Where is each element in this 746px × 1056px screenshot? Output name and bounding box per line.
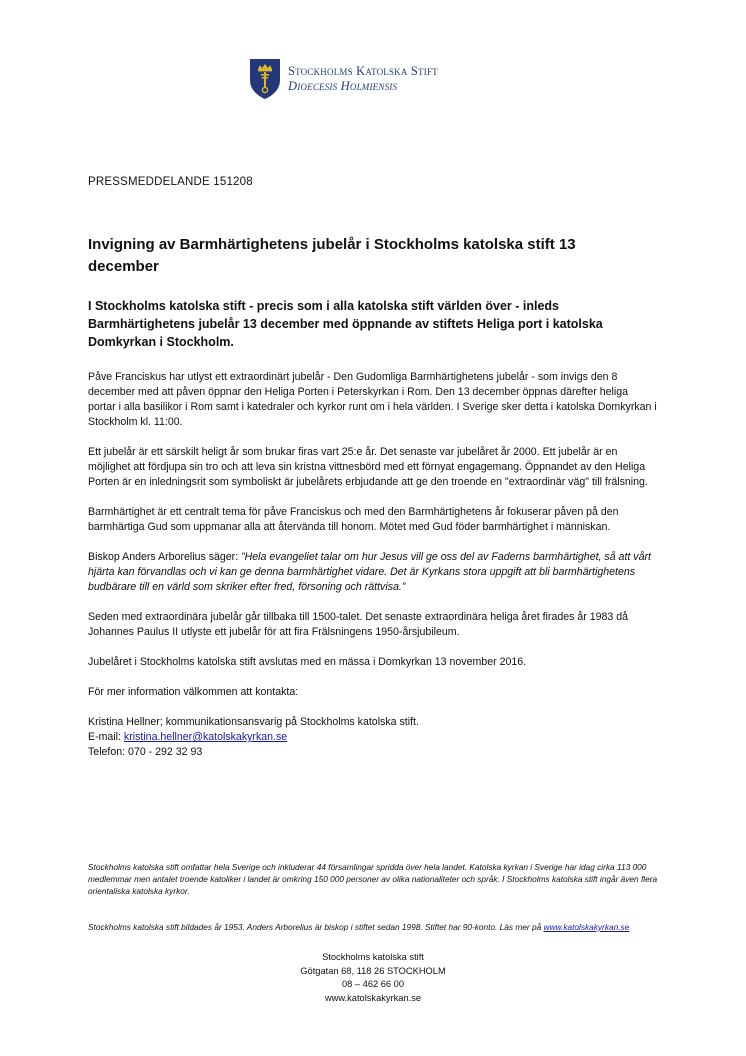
contact-block xyxy=(88,715,658,760)
paragraph-4 xyxy=(88,550,658,595)
paragraph-3: Barmhärtighet är ett centralt tema för påve Franciskus och med den Barmhärtighetens år fokuserar påven på den barmhärtiga Gud som uppmanar alla att återvända till honom. Mötet med Gud föder barmhärtighet i människan. xyxy=(88,506,619,533)
footer-note-2 xyxy=(88,921,658,933)
address-website: www.katolskakyrkan.se xyxy=(324,992,422,1003)
address-block xyxy=(0,951,746,1005)
lead-paragraph: I Stockholms katolska stift - precis som i alla katolska stift världen över - inleds Barmhärtighetens jubelår 13 december med öppnande av stiftets Heliga port i katolska Domkyrkan i Stockholm. xyxy=(88,299,603,349)
org-name: Stockholms Katolska Stift xyxy=(288,64,438,78)
paragraph-5: Seden med extraordinära jubelår går tillbaka till 1500-talet. Det senaste extraordinära heliga året firades år 1983 då Johannes Paulus II utlyste ett jubelår för att fira Frälsningens 1950-årsjubileum. xyxy=(88,611,629,638)
contact-email-link[interactable]: kristina.hellner@katolskakyrkan.se xyxy=(123,731,288,743)
address-street: Götgatan 68, 118 26 STOCKHOLM xyxy=(300,965,446,976)
body-text xyxy=(88,370,658,760)
address-org: Stockholms katolska stift xyxy=(322,952,424,962)
contact-email-label: E-mail: xyxy=(88,731,124,743)
shield-crown-keys-icon xyxy=(249,58,281,100)
paragraph-6: Jubelåret i Stockholms katolska stift avslutas med en mässa i Domkyrkan 13 november 2016. xyxy=(88,656,527,668)
footer-website-link[interactable]: www.katolskakyrkan.se xyxy=(543,922,630,932)
org-latin-name: Dioecesis Holmiensis xyxy=(288,79,398,93)
press-release-id: PRESSMEDDELANDE 151208 xyxy=(88,176,253,188)
address-phone: 08 – 462 66 00 xyxy=(341,979,405,989)
paragraph-2: Ett jubelår är ett särskilt heligt år som brukar firas vart 25:e år. Det senaste var jubelåret år 2000. Ett jubelår är en möjlighet att fördjupa sin tro och att leva sin kristna vittnesbörd med ett förnyat engagemang. Öppnandet av den Heliga Porten är en inledningsrit som symboliskt är jubelårets erbjudande att ge den troende en "extraordinär väg" till frälsning. xyxy=(88,446,648,488)
paragraph-7: För mer information välkommen att kontakta: xyxy=(88,686,299,698)
contact-phone: Telefon: 070 - 292 32 93 xyxy=(88,746,203,758)
paragraph-1: Påve Franciskus har utlyst ett extraordinärt jubelår - Den Gudomliga Barmhärtighetens jubelår - som invigs den 8 december med att påven öppnar den Heliga Porten i Peterskyrkan i Rom. Den 13 december öppnas därefter heliga portar i alla basilikor i Rom samt i katedraler och kyrkor runt om i hela världen. I Sverige sker detta i katolska Domkyrkan i Stockholm kl. 11:00. xyxy=(88,371,657,428)
footer-note-2-text: Stockholms katolska stift bildades år 1953. Anders Arborelius är biskop i stiftet sedan 1998. Stiftet har 90-konto. Läs mer på xyxy=(88,922,544,932)
contact-name: Kristina Hellner; kommunikationsansvarig på Stockholms katolska stift. xyxy=(88,716,419,728)
footer-note-1: Stockholms katolska stift omfattar hela Sverige och inkluderar 44 församlingar spridda över hela landet. Katolska kyrkan i Sverige har idag cirka 113 000 medlemmar men antalet troende katoliker i landet är omkring 150 000 personer av olika nationaliteter och språk. I Stockholms katolska stift ingår även flera orientaliska katolska kyrkor. xyxy=(88,862,658,896)
bishop-quote: ”Hela evangeliet talar om hur Jesus vill ge oss del av Faderns barmhärtighet, så att vårt hjärta kan förvandlas och vi kan ge denna barmhärtighet vidare. Det är Kyrkans stora uppgift att bli barmhärtighetens budbärare till en värld som skriker efter fred, försoning och rättvisa.” xyxy=(88,551,651,593)
header-logo xyxy=(249,58,438,100)
headline: Invigning av Barmhärtighetens jubelår i Stockholms katolska stift 13 december xyxy=(88,236,576,275)
quote-intro: Biskop Anders Arborelius säger: xyxy=(88,551,242,563)
